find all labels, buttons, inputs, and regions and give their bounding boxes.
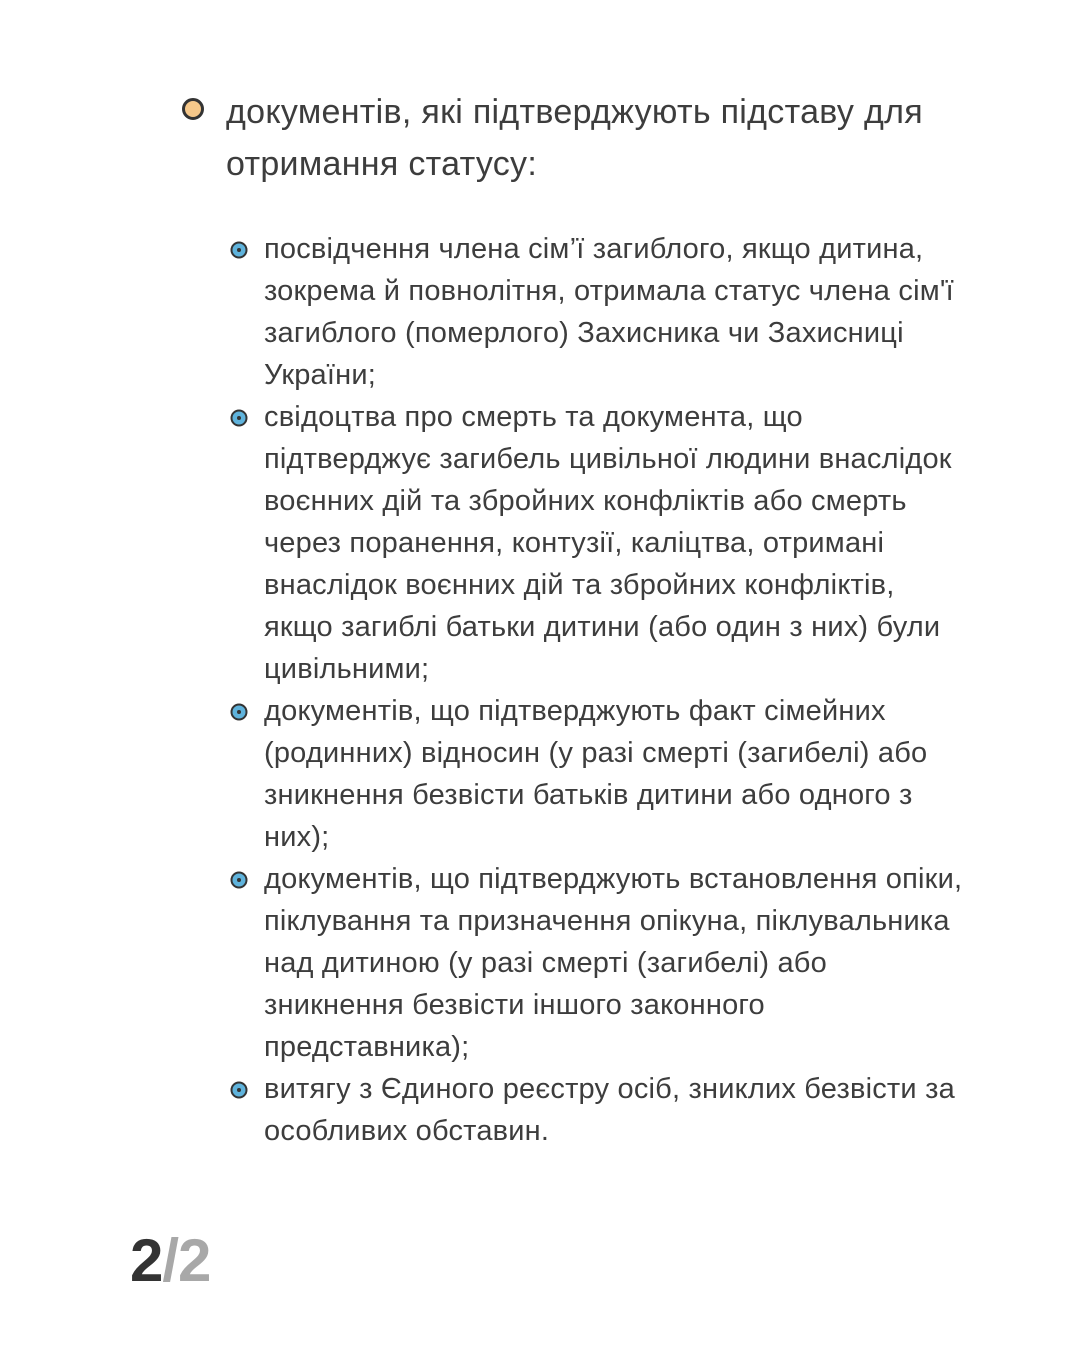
- list-item-text: документів, що підтверджують встановлення опіки, піклування та призначення опікуна, піклувальника над дитиною (у разі смерті (загибелі) або зникнення безвісти іншого законного представника);: [264, 863, 963, 1063]
- list-item: [230, 228, 970, 396]
- main-list-item: [182, 86, 982, 190]
- list-item: [230, 690, 970, 858]
- dot-bullet-icon: [230, 409, 248, 427]
- list-item: [230, 1068, 970, 1152]
- list-item-text: свідоцтва про смерть та документа, що підтверджує загибель цивільної людини внаслідок воєнних дій та збройних конфліктів або смерть через поранення, контузії, каліцтва, отримані внаслідок воєнних дій та збройних конфліктів, якщо загиблі батьки дитини (або один з них) були цивільними;: [264, 401, 952, 685]
- dot-bullet-icon: [230, 703, 248, 721]
- document-sublist: [230, 228, 970, 1152]
- list-item: [230, 858, 970, 1068]
- page-counter-total: 2: [178, 1227, 211, 1294]
- list-item-text: витягу з Єдиного реєстру осіб, зниклих безвісти за особливих обставин.: [264, 1073, 955, 1147]
- page-counter-current: 2: [130, 1227, 163, 1294]
- page-counter-separator: /: [162, 1227, 179, 1294]
- list-item-text: документів, що підтверджують факт сімейних (родинних) відносин (у разі смерті (загибелі) або зникнення безвісти батьків дитини або одного з них);: [264, 695, 928, 853]
- dot-bullet-icon: [230, 871, 248, 889]
- dot-bullet-icon: [230, 241, 248, 259]
- main-list-item-text: документів, які підтверджують підставу для отримання статусу:: [226, 93, 923, 183]
- dot-bullet-icon: [230, 1081, 248, 1099]
- page-counter: [130, 1228, 210, 1294]
- circle-bullet-icon: [182, 98, 204, 120]
- list-item: [230, 396, 970, 690]
- list-item-text: посвідчення члена сім’ї загиблого, якщо дитина, зокрема й повнолітня, отримала статус члена сім'ї загиблого (померлого) Захисника чи Захисниці України;: [264, 233, 954, 391]
